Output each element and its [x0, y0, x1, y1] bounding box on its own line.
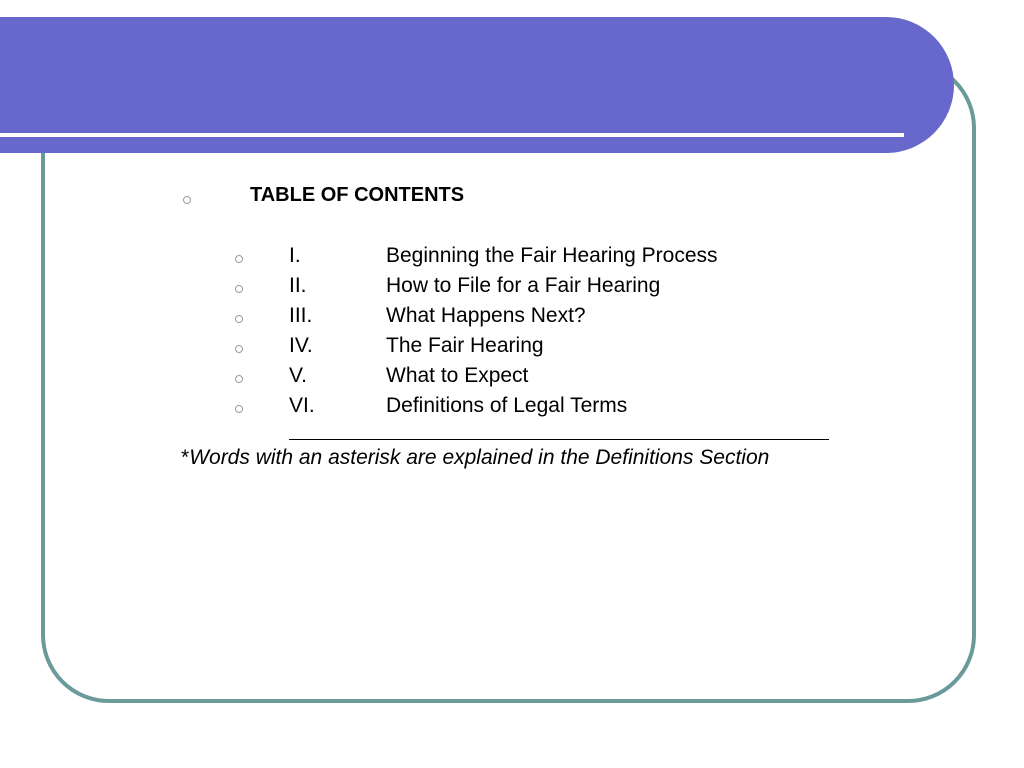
hollow-circle-bullet-icon [235, 285, 243, 293]
toc-item-number: III. [289, 304, 313, 327]
divider-line [289, 439, 829, 440]
toc-item [0, 364, 1024, 394]
toc-item-number: I. [289, 244, 301, 267]
hollow-circle-bullet-icon [235, 315, 243, 323]
toc-item-title: Beginning the Fair Hearing Process [386, 244, 718, 267]
toc-item-title: The Fair Hearing [386, 334, 544, 357]
toc-item-title: What Happens Next? [386, 304, 586, 327]
toc-item [0, 334, 1024, 364]
toc-item [0, 304, 1024, 334]
toc-item-number: II. [289, 274, 307, 297]
footnote [181, 446, 769, 470]
toc-item [0, 394, 1024, 424]
hollow-circle-bullet-icon [183, 196, 191, 204]
footnote-asterisk: * [181, 446, 190, 469]
toc-heading: TABLE OF CONTENTS [250, 184, 465, 206]
footnote-text: Words with an asterisk are explained in the Definitions Section [189, 446, 770, 469]
hollow-circle-bullet-icon [235, 405, 243, 413]
hollow-circle-bullet-icon [235, 255, 243, 263]
toc-item-number: IV. [289, 334, 313, 357]
hollow-circle-bullet-icon [235, 375, 243, 383]
toc-item-title: Definitions of Legal Terms [386, 394, 628, 417]
toc-item [0, 274, 1024, 304]
toc-item-number: V. [289, 364, 307, 387]
toc-item-title: What to Expect [386, 364, 529, 387]
toc-item-title: How to File for a Fair Hearing [386, 274, 661, 297]
banner-rule [0, 133, 904, 137]
toc-item-number: VI. [289, 394, 315, 417]
hollow-circle-bullet-icon [235, 345, 243, 353]
toc-item [0, 244, 1024, 274]
